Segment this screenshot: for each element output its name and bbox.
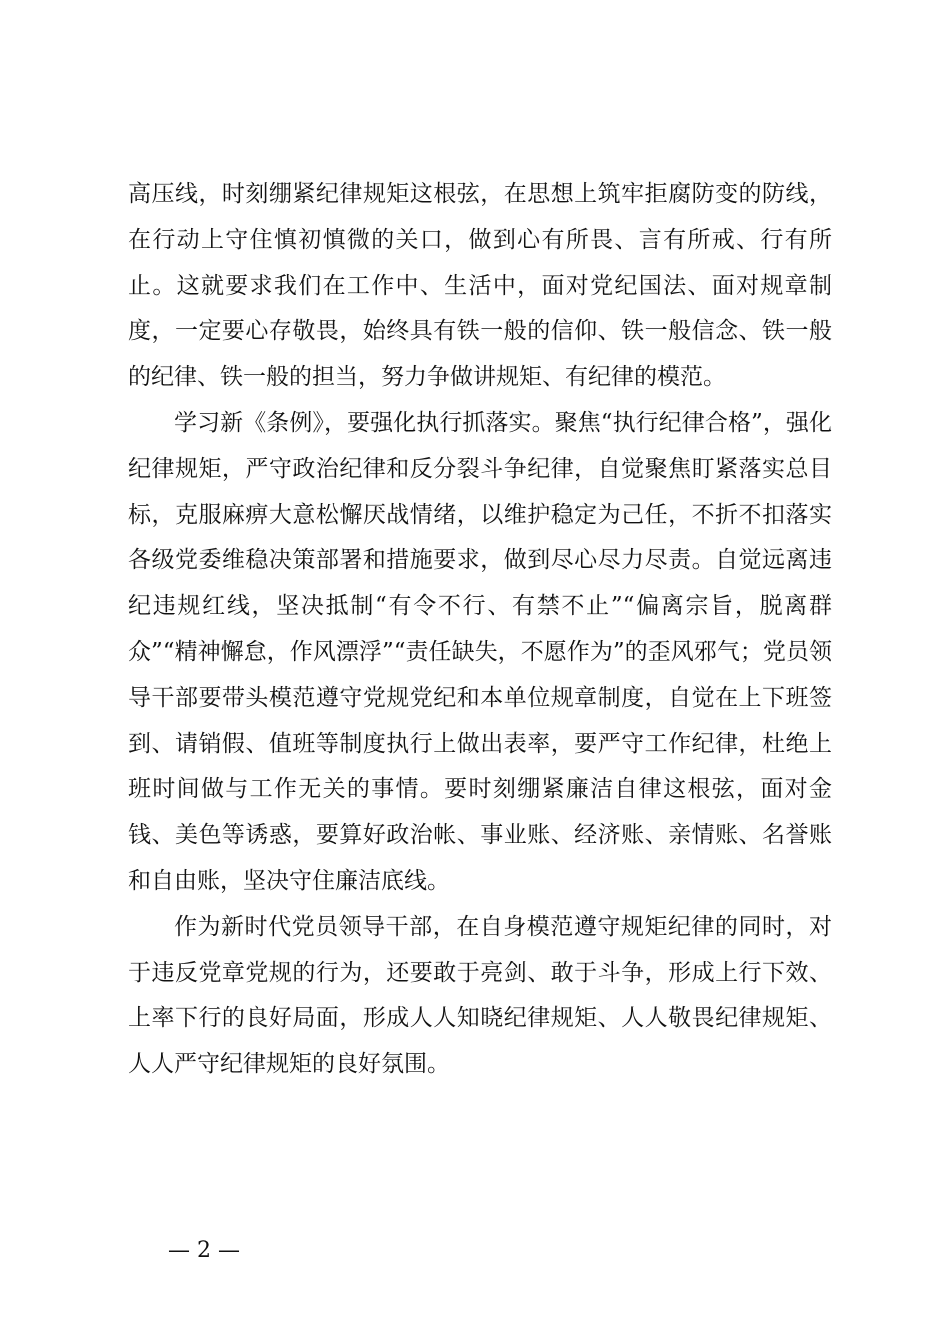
- paragraph-3: 作为新时代党员领导干部，在自身模范遵守规矩纪律的同时，对于违反党章党规的行为，还要敢于亮剑、敢于斗争，形成上行下效、上率下行的良好局面，形成人人知晓纪律规矩、人人敬畏纪律规矩、人人严守纪律规矩的良好氛围。: [128, 913, 832, 1078]
- document-body: [128, 172, 832, 1088]
- paragraph-2: 学习新《条例》，要强化执行抓落实。聚焦“执行纪律合格”，强化纪律规矩，严守政治纪律和反分裂斗争纪律，自觉聚焦盯紧落实总目标，克服麻痹大意松懈厌战情绪，以维护稳定为己任，不折不扣落实各级党委维稳决策部署和措施要求，做到尽心尽力尽责。自觉远离违纪违规红线，坚决抵制“有令不行、有禁不止”“偏离宗旨，脱离群众”“精神懈怠，作风漂浮”“责任缺失，不愿作为”的歪风邪气；党员领导干部要带头模范遵守党规党纪和本单位规章制度，自觉在上下班签到、请销假、值班等制度执行上做出表率，要严守工作纪律，杜绝上班时间做与工作无关的事情。要时刻绷紧廉洁自律这根弦，面对金钱、美色等诱惑，要算好政治帐、事业账、经济账、亲情账、名誉账和自由账，坚决守住廉洁底线。: [128, 409, 832, 894]
- paragraph-1: 高压线，时刻绷紧纪律规矩这根弦，在思想上筑牢拒腐防变的防线，在行动上守住慎初慎微的关口，做到心有所畏、言有所戒、行有所止。这就要求我们在工作中、生活中，面对党纪国法、面对规章制度，一定要心存敬畏，始终具有铁一般的信仰、铁一般信念、铁一般的纪律、铁一般的担当，努力争做讲规矩、有纪律的模范。: [128, 181, 832, 391]
- page-number: — 2 —: [168, 1238, 240, 1263]
